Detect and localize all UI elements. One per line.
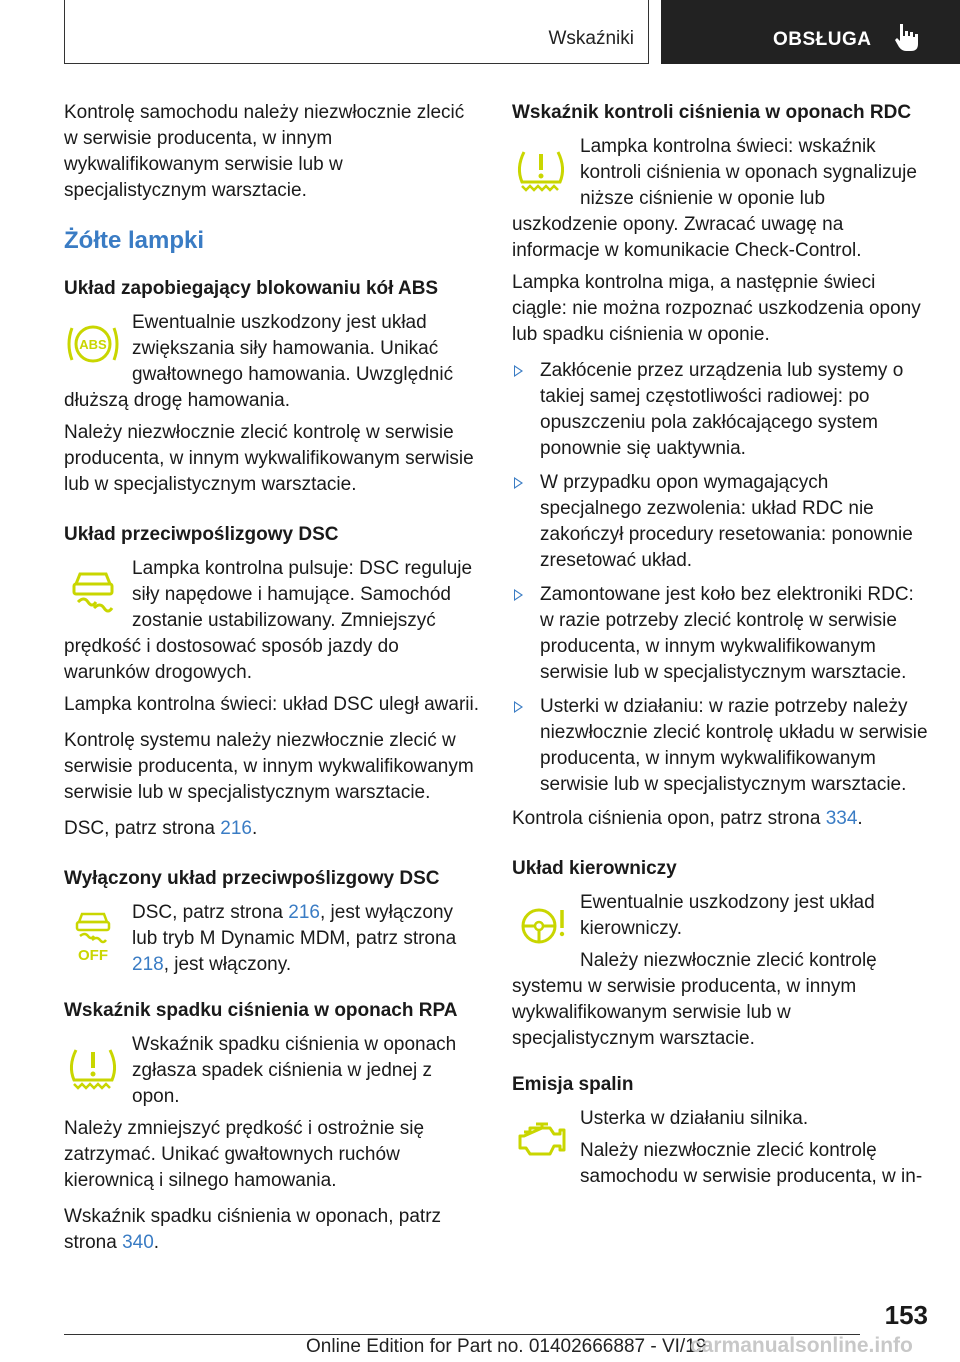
section-header-box [64,0,649,64]
emission-text: Usterka w działaniu silnika. [580,1108,809,1129]
watermark: carmanualsonline.info [690,1334,913,1357]
steering-text: Ewentualnie uszkodzony jest układ kierowniczy. [580,892,875,939]
dsc-text-3: Kontrolę systemu należy niezwłocznie zlecić w serwisie producenta, w innym wykwalifikowanym serwisie lub w specjalistycznym warsztacie. [64,730,474,803]
dsc-heading: Układ przeciwpoślizgowy DSC [64,524,339,545]
emission-text-2: Należy niezwłocznie zlecić kontrolę samochodu w serwisie producenta, w in- [580,1140,923,1187]
bullet-text: Zamontowane jest koło bez elektroniki RDC: w razie potrzeby zlecić kontrolę w serwisie producenta, w innym wykwalifikowanym serwisie lub w specjalistycznym warsztacie. [540,584,914,683]
rpa-lamp-block [64,1032,482,1116]
section-title: Żółte lampki [64,227,205,254]
tire-pressure-control-icon [512,138,570,198]
bullet-text: Zakłócenie przez urządzenia lub systemy o takiej samej częstotliwości radiowej: po opuszczeniu pola zakłócającego system ponownie się uaktywnia. [540,360,904,459]
emission-lamp-block [512,1106,930,1196]
rpa-text-2: Należy zmniejszyć prędkość i ostrożnie się zatrzymać. Unikać gwałtownych ruchów kierownicą i silnego hamowania. [64,1118,425,1191]
rdc-page-link[interactable]: 334 [825,808,858,829]
chapter-tab [661,0,960,64]
emission-heading: Emisja spalin [512,1074,634,1095]
rdc-lamp-block [512,134,930,270]
list-item [512,358,930,462]
list-item [512,582,930,686]
abs-heading: Układ zapobiegający blokowaniu kół ABS [64,278,439,299]
dsc-off-lamp-block [64,900,482,984]
rpa-ref-prefix: Wskaźnik spadku ciśnienia w oponach, patrz strona [64,1206,442,1253]
dsc-reference [64,816,482,842]
intro-paragraph: Kontrolę samochodu należy niezwłocznie zlecić w serwisie producenta, w innym wykwalifikowanym serwisie lub w specjalistycznym warsztacie. [64,102,465,201]
abs-lamp-block [64,310,482,420]
svg-text:OFF: OFF [78,947,108,964]
engine-warning-icon [512,1110,570,1170]
dsc-ref-prefix: DSC, patrz strona [64,818,221,839]
rpa-heading: Wskaźnik spadku ciśnienia w oponach RPA [64,1000,458,1021]
dsc-text-2: Lampka kontrolna świeci: układ DSC uległ awarii. [64,694,480,715]
right-column [512,100,930,1196]
page-header [0,0,960,66]
dsc-page-link[interactable]: 216 [220,818,252,839]
dsc-ref-suffix: . [251,818,258,839]
steering-lamp-block [512,890,930,1058]
rpa-ref-suffix: . [153,1232,160,1253]
list-item [512,694,930,798]
dsc-text: Lampka kontrolna pulsuje: DSC reguluje siły napędowe i hamujące. Samochód zostanie ustabilizowany. Zmniejszyć prędkość i dostosować sposób jazdy do warunków drogowych. [64,558,473,683]
page-number: 153 [884,1300,928,1330]
abs-text-2: Należy niezwłocznie zlecić kontrolę w serwisie producenta, w innym wykwalifikowanym serwisie lub w specjalistycznym warsztacie. [64,422,474,495]
dsc-off-heading: Wyłączony układ przeciwpoślizgowy DSC [64,868,440,889]
footer-edition: Online Edition for Part no. 01402666887 - VI/19 [306,1336,707,1357]
abs-warning-icon [64,314,122,374]
dsc-off-t2: , jest wyłączony lub tryb M Dynamic MDM, patrz strona [132,902,457,949]
dsc-off-page-link-2[interactable]: 218 [132,954,164,975]
steering-text-2: Należy niezwłocznie zlecić kontrolę systemu w serwisie producenta, w innym wykwalifikowanym serwisie lub w specjalistycznym warsztacie. [512,950,877,1049]
dsc-lamp-block [64,556,482,692]
rpa-reference [64,1204,482,1256]
hand-pointer-icon [894,22,920,52]
rpa-text: Wskaźnik spadku ciśnienia w oponach zgłasza spadek ciśnienia w jednej z opon. [132,1034,457,1107]
triangle-bullet-icon [514,365,523,377]
dsc-off-text [64,900,482,978]
abs-text: Ewentualnie uszkodzony jest układ zwiększania siły hamowania. Unikać gwałtownego hamowania. Uwzględnić dłuższą drogę hamowania. [64,312,454,411]
tire-pressure-icon [64,1036,122,1096]
chapter-label: OBSŁUGA [773,29,872,50]
dsc-skid-icon [64,560,122,620]
dsc-off-icon [64,904,122,964]
bullet-text: W przypadku opon wymagających specjalnego zezwolenia: układ RDC nie zakończył procedury resetowania: ponownie zresetować układ. [540,472,913,571]
triangle-bullet-icon [514,701,523,713]
rdc-bullet-list [512,358,930,798]
dsc-off-t3: , jest włączony. [163,954,292,975]
rdc-ref-prefix: Kontrola ciśnienia opon, patrz strona [512,808,826,829]
rdc-heading: Wskaźnik kontroli ciśnienia w oponach RDC [512,102,912,123]
bullet-text: Usterki w działaniu: w razie potrzeby należy niezwłocznie zlecić kontrolę układu w serwisie producenta, w innym wykwalifikowanym serwisie lub w specjalistycznym warsztacie. [540,696,928,795]
steering-wheel-warning-icon [512,894,570,954]
dsc-off-page-link-1[interactable]: 216 [288,902,320,923]
steering-heading: Układ kierowniczy [512,858,677,879]
dsc-off-t1: DSC, patrz strona [132,902,289,923]
section-title-header: Wskaźniki [548,28,634,49]
rdc-reference [512,806,930,832]
rdc-text: Lampka kontrolna świeci: wskaźnik kontroli ciśnienia w oponach sygnalizuje niższe ciśnienie w oponie lub uszkodzenie opony. Zwracać uwagę na informacje w komunikacie Check-Control. [512,136,917,261]
triangle-bullet-icon [514,589,523,601]
rdc-ref-suffix: . [857,808,863,829]
rdc-text-2: Lampka kontrolna miga, a następnie świeci ciągle: nie można rozpoznać uszkodzenia opony lub spadku ciśnienia w oponie. [512,272,921,345]
triangle-bullet-icon [514,477,523,489]
rpa-page-link[interactable]: 340 [122,1232,154,1253]
list-item [512,470,930,574]
svg-text:ABS: ABS [79,337,107,352]
left-column [64,100,482,1266]
